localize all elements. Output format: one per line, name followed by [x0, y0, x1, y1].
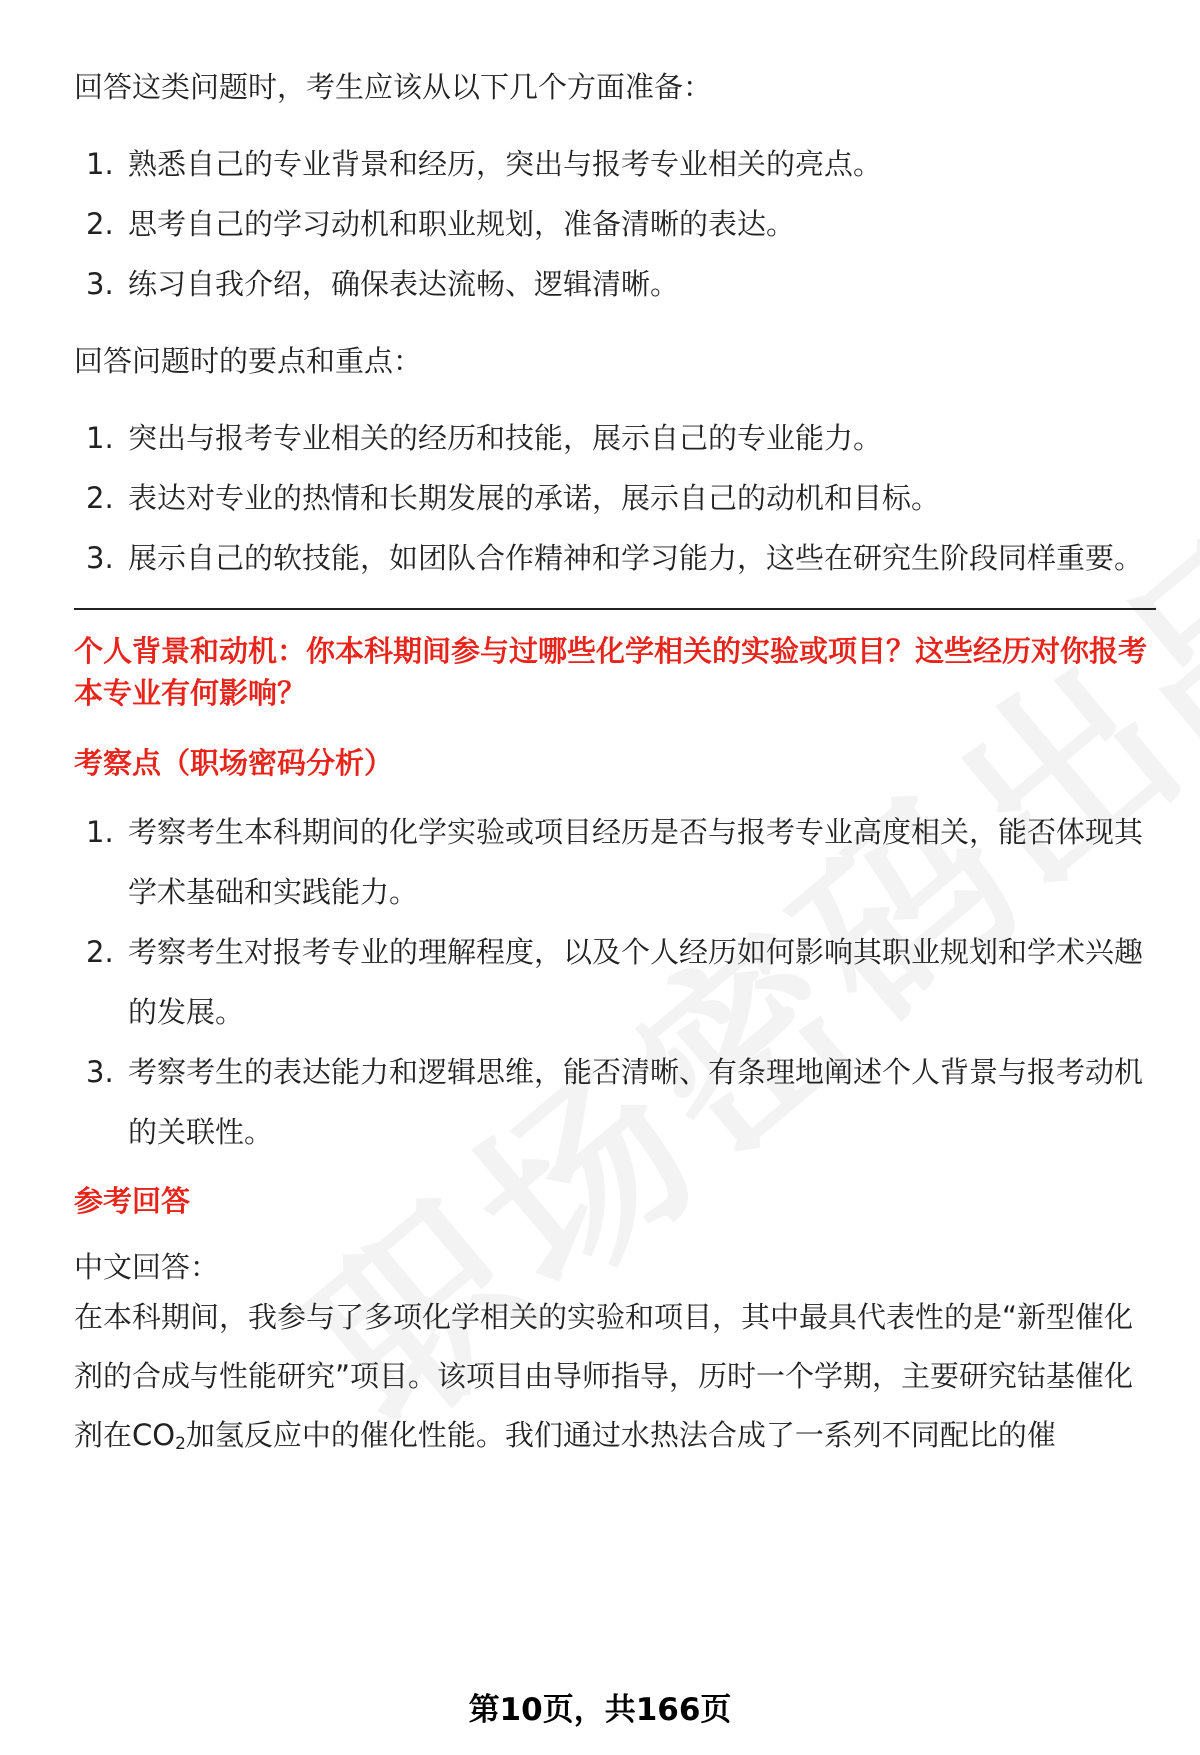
list-item	[74, 528, 1156, 588]
question-heading: 个人背景和动机：你本科期间参与过哪些化学相关的实验或项目？这些经历对你报考本专业有何影响？	[74, 634, 1148, 710]
answer-text-part-2: 加氢反应中的催化性能。我们通过水热法合成了一系列不同配比的催	[185, 1418, 1056, 1452]
list-number: 2.	[86, 481, 114, 515]
section-divider	[74, 608, 1156, 610]
list-text: 思考自己的学习动机和职业规划，准备清晰的表达。	[128, 207, 796, 241]
list-text: 熟悉自己的专业背景和经历，突出与报考专业相关的亮点。	[128, 147, 883, 181]
list-number: 1.	[86, 147, 114, 181]
list-text: 考察考生本科期间的化学实验或项目经历是否与报考专业高度相关，能否体现其学术基础和实践能力。	[128, 815, 1144, 909]
list-item	[74, 194, 1156, 254]
list-item	[74, 254, 1156, 314]
key-points-list	[74, 408, 1156, 588]
subscript-2: 2	[175, 1434, 186, 1454]
preparation-list	[74, 134, 1156, 314]
list-item	[74, 468, 1156, 528]
page-number-footer: 第10页，共166页	[468, 1692, 732, 1728]
intro-paragraph-2: 回答问题时的要点和重点：	[74, 344, 423, 378]
list-text: 考察考生对报考专业的理解程度，以及个人经历如何影响其职业规划和学术兴趣的发展。	[128, 935, 1144, 1029]
list-item	[74, 922, 1156, 1042]
answer-language-label: 中文回答：	[74, 1250, 220, 1284]
list-item	[74, 802, 1156, 922]
reference-answer-heading: 参考回答	[74, 1184, 191, 1218]
list-item	[74, 134, 1156, 194]
list-number: 1.	[86, 421, 114, 455]
list-number: 3.	[86, 1055, 114, 1089]
intro-paragraph-1: 回答这类问题时，考生应该从以下几个方面准备：	[74, 70, 713, 104]
list-text: 展示自己的软技能，如团队合作精神和学习能力，这些在研究生阶段同样重要。	[128, 541, 1144, 575]
list-text: 表达对专业的热情和长期发展的承诺，展示自己的动机和目标。	[128, 481, 941, 515]
list-number: 1.	[86, 815, 114, 849]
list-number: 3.	[86, 267, 114, 301]
answer-text-part-1: 在本科期间，我参与了多项化学相关的实验和项目，其中最具代表性的是“新型催化剂的合成与性能研究”项目。该项目由导师指导，历时一个学期，主要研究钴基催化剂在CO	[74, 1300, 1134, 1452]
list-number: 3.	[86, 541, 114, 575]
list-text: 练习自我介绍，确保表达流畅、逻辑清晰。	[128, 267, 680, 301]
page-content	[74, 58, 1156, 1470]
list-text: 突出与报考专业相关的经历和技能，展示自己的专业能力。	[128, 421, 883, 455]
list-text: 考察考生的表达能力和逻辑思维，能否清晰、有条理地阐述个人背景与报考动机的关联性。	[128, 1055, 1144, 1149]
list-item	[74, 408, 1156, 468]
list-number: 2.	[86, 935, 114, 969]
assessment-points-list	[74, 802, 1156, 1162]
list-number: 2.	[86, 207, 114, 241]
focus-heading: 考察点（职场密码分析）	[74, 746, 394, 780]
answer-paragraph	[74, 1288, 1156, 1470]
list-item	[74, 1042, 1156, 1162]
